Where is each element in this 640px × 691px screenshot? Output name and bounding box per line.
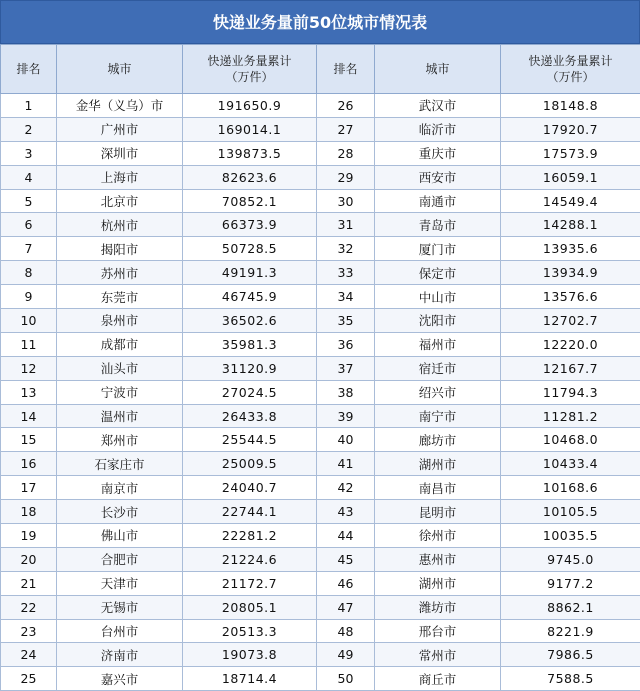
- header-volume-left: [183, 45, 317, 94]
- volume-cell-left: 169014.1: [183, 117, 317, 141]
- table-row: [1, 141, 640, 165]
- rank-cell-right: 35: [317, 309, 375, 333]
- header-volume-right-line1: 快递业务量累计: [501, 53, 640, 69]
- volume-cell-right: 10168.6: [501, 476, 640, 500]
- rank-cell-left: 4: [1, 165, 57, 189]
- city-cell-right: 南昌市: [375, 476, 501, 500]
- volume-cell-left: 24040.7: [183, 476, 317, 500]
- rank-cell-right: 46: [317, 571, 375, 595]
- rank-cell-right: 30: [317, 189, 375, 213]
- table-title: 快递业务量前50位城市情况表: [0, 0, 640, 44]
- city-cell-right: 沈阳市: [375, 309, 501, 333]
- city-cell-left: 天津市: [57, 571, 183, 595]
- header-city-right: 城市: [375, 45, 501, 94]
- city-cell-right: 邢台市: [375, 619, 501, 643]
- rank-cell-right: 48: [317, 619, 375, 643]
- rank-cell-left: 24: [1, 643, 57, 667]
- city-cell-left: 金华（义乌）市: [57, 94, 183, 118]
- rank-cell-right: 47: [317, 595, 375, 619]
- rank-cell-right: 37: [317, 356, 375, 380]
- volume-cell-left: 19073.8: [183, 643, 317, 667]
- volume-cell-left: 20513.3: [183, 619, 317, 643]
- city-cell-right: 青岛市: [375, 213, 501, 237]
- rank-cell-left: 8: [1, 261, 57, 285]
- city-cell-left: 嘉兴市: [57, 667, 183, 691]
- rank-cell-left: 22: [1, 595, 57, 619]
- rank-cell-right: 34: [317, 285, 375, 309]
- rank-cell-right: 31: [317, 213, 375, 237]
- table-row: [1, 500, 640, 524]
- volume-cell-right: 11794.3: [501, 380, 640, 404]
- rank-cell-left: 20: [1, 547, 57, 571]
- table-row: [1, 452, 640, 476]
- volume-cell-left: 25009.5: [183, 452, 317, 476]
- rank-cell-right: 29: [317, 165, 375, 189]
- city-cell-right: 徐州市: [375, 524, 501, 548]
- rank-cell-right: 43: [317, 500, 375, 524]
- volume-cell-right: 18148.8: [501, 94, 640, 118]
- city-ranking-table: [0, 44, 640, 691]
- city-cell-left: 汕头市: [57, 356, 183, 380]
- table-row: [1, 285, 640, 309]
- rank-cell-left: 13: [1, 380, 57, 404]
- table-row: [1, 261, 640, 285]
- rank-cell-right: 26: [317, 94, 375, 118]
- table-row: [1, 117, 640, 141]
- rank-cell-left: 3: [1, 141, 57, 165]
- volume-cell-right: 12702.7: [501, 309, 640, 333]
- city-cell-right: 常州市: [375, 643, 501, 667]
- volume-cell-right: 13576.6: [501, 285, 640, 309]
- rank-cell-left: 5: [1, 189, 57, 213]
- volume-cell-left: 20805.1: [183, 595, 317, 619]
- volume-cell-right: 9177.2: [501, 571, 640, 595]
- table-row: [1, 571, 640, 595]
- city-cell-right: 潍坊市: [375, 595, 501, 619]
- volume-cell-right: 16059.1: [501, 165, 640, 189]
- rank-cell-left: 6: [1, 213, 57, 237]
- city-cell-left: 合肥市: [57, 547, 183, 571]
- header-volume-right: [501, 45, 640, 94]
- city-cell-right: 临沂市: [375, 117, 501, 141]
- rank-cell-left: 21: [1, 571, 57, 595]
- rank-cell-right: 28: [317, 141, 375, 165]
- table-row: [1, 380, 640, 404]
- rank-cell-right: 50: [317, 667, 375, 691]
- rank-cell-left: 10: [1, 309, 57, 333]
- volume-cell-left: 18714.4: [183, 667, 317, 691]
- city-cell-left: 郑州市: [57, 428, 183, 452]
- city-cell-left: 上海市: [57, 165, 183, 189]
- volume-cell-right: 12167.7: [501, 356, 640, 380]
- rank-cell-left: 25: [1, 667, 57, 691]
- city-cell-left: 无锡市: [57, 595, 183, 619]
- table-row: [1, 524, 640, 548]
- header-rank-left: 排名: [1, 45, 57, 94]
- city-cell-left: 揭阳市: [57, 237, 183, 261]
- volume-cell-right: 17920.7: [501, 117, 640, 141]
- volume-cell-right: 13935.6: [501, 237, 640, 261]
- table-row: [1, 619, 640, 643]
- volume-cell-right: 10035.5: [501, 524, 640, 548]
- volume-cell-left: 27024.5: [183, 380, 317, 404]
- rank-cell-right: 33: [317, 261, 375, 285]
- city-cell-left: 南京市: [57, 476, 183, 500]
- city-cell-right: 福州市: [375, 332, 501, 356]
- volume-cell-left: 139873.5: [183, 141, 317, 165]
- rank-cell-left: 18: [1, 500, 57, 524]
- header-city-left: 城市: [57, 45, 183, 94]
- volume-cell-right: 17573.9: [501, 141, 640, 165]
- header-rank-right: 排名: [317, 45, 375, 94]
- rank-cell-left: 15: [1, 428, 57, 452]
- volume-cell-right: 7986.5: [501, 643, 640, 667]
- city-cell-right: 中山市: [375, 285, 501, 309]
- volume-cell-left: 49191.3: [183, 261, 317, 285]
- city-cell-right: 湖州市: [375, 452, 501, 476]
- city-cell-right: 南宁市: [375, 404, 501, 428]
- volume-cell-left: 36502.6: [183, 309, 317, 333]
- header-row: [1, 45, 640, 94]
- city-cell-left: 济南市: [57, 643, 183, 667]
- volume-cell-left: 21224.6: [183, 547, 317, 571]
- rank-cell-left: 19: [1, 524, 57, 548]
- city-cell-left: 北京市: [57, 189, 183, 213]
- city-cell-left: 长沙市: [57, 500, 183, 524]
- volume-cell-left: 50728.5: [183, 237, 317, 261]
- table-row: [1, 213, 640, 237]
- city-cell-left: 杭州市: [57, 213, 183, 237]
- rank-cell-right: 32: [317, 237, 375, 261]
- volume-cell-right: 10468.0: [501, 428, 640, 452]
- volume-cell-right: 12220.0: [501, 332, 640, 356]
- volume-cell-right: 10105.5: [501, 500, 640, 524]
- table-body: [1, 94, 640, 691]
- rank-cell-right: 45: [317, 547, 375, 571]
- city-cell-right: 惠州市: [375, 547, 501, 571]
- header-volume-left-line1: 快递业务量累计: [183, 53, 316, 69]
- rank-cell-right: 49: [317, 643, 375, 667]
- volume-cell-left: 70852.1: [183, 189, 317, 213]
- city-cell-right: 湖州市: [375, 571, 501, 595]
- volume-cell-right: 11281.2: [501, 404, 640, 428]
- volume-cell-left: 82623.6: [183, 165, 317, 189]
- table-row: [1, 476, 640, 500]
- table-row: [1, 643, 640, 667]
- city-cell-right: 昆明市: [375, 500, 501, 524]
- rank-cell-left: 11: [1, 332, 57, 356]
- city-cell-left: 台州市: [57, 619, 183, 643]
- city-cell-right: 廊坊市: [375, 428, 501, 452]
- volume-cell-right: 8862.1: [501, 595, 640, 619]
- city-cell-left: 泉州市: [57, 309, 183, 333]
- city-cell-left: 石家庄市: [57, 452, 183, 476]
- city-cell-left: 宁波市: [57, 380, 183, 404]
- city-cell-left: 深圳市: [57, 141, 183, 165]
- volume-cell-left: 22281.2: [183, 524, 317, 548]
- volume-cell-left: 35981.3: [183, 332, 317, 356]
- city-cell-left: 温州市: [57, 404, 183, 428]
- rank-cell-left: 23: [1, 619, 57, 643]
- city-cell-right: 重庆市: [375, 141, 501, 165]
- city-cell-right: 南通市: [375, 189, 501, 213]
- table-row: [1, 428, 640, 452]
- rank-cell-left: 9: [1, 285, 57, 309]
- volume-cell-left: 22744.1: [183, 500, 317, 524]
- rank-cell-left: 2: [1, 117, 57, 141]
- rank-cell-left: 17: [1, 476, 57, 500]
- volume-cell-right: 7588.5: [501, 667, 640, 691]
- rank-cell-left: 16: [1, 452, 57, 476]
- city-cell-right: 武汉市: [375, 94, 501, 118]
- volume-cell-left: 26433.8: [183, 404, 317, 428]
- city-cell-left: 成都市: [57, 332, 183, 356]
- rank-cell-left: 7: [1, 237, 57, 261]
- city-cell-right: 绍兴市: [375, 380, 501, 404]
- volume-cell-left: 21172.7: [183, 571, 317, 595]
- table-row: [1, 189, 640, 213]
- volume-cell-right: 13934.9: [501, 261, 640, 285]
- table-row: [1, 667, 640, 691]
- table-row: [1, 332, 640, 356]
- rank-cell-left: 1: [1, 94, 57, 118]
- table-row: [1, 356, 640, 380]
- rank-cell-right: 39: [317, 404, 375, 428]
- table-row: [1, 595, 640, 619]
- header-volume-right-line2: （万件）: [501, 69, 640, 85]
- rank-cell-right: 40: [317, 428, 375, 452]
- rank-cell-right: 36: [317, 332, 375, 356]
- rank-cell-left: 12: [1, 356, 57, 380]
- volume-cell-right: 14288.1: [501, 213, 640, 237]
- city-cell-right: 厦门市: [375, 237, 501, 261]
- rank-cell-right: 42: [317, 476, 375, 500]
- city-cell-left: 广州市: [57, 117, 183, 141]
- volume-cell-left: 191650.9: [183, 94, 317, 118]
- city-cell-right: 宿迁市: [375, 356, 501, 380]
- table-row: [1, 547, 640, 571]
- rank-cell-right: 38: [317, 380, 375, 404]
- city-cell-left: 苏州市: [57, 261, 183, 285]
- table-row: [1, 309, 640, 333]
- volume-cell-right: 8221.9: [501, 619, 640, 643]
- rank-cell-right: 41: [317, 452, 375, 476]
- header-volume-left-line2: （万件）: [183, 69, 316, 85]
- volume-cell-right: 10433.4: [501, 452, 640, 476]
- city-cell-left: 东莞市: [57, 285, 183, 309]
- rank-cell-right: 27: [317, 117, 375, 141]
- volume-cell-left: 46745.9: [183, 285, 317, 309]
- table-row: [1, 165, 640, 189]
- volume-cell-left: 25544.5: [183, 428, 317, 452]
- volume-cell-left: 31120.9: [183, 356, 317, 380]
- volume-cell-right: 9745.0: [501, 547, 640, 571]
- city-cell-left: 佛山市: [57, 524, 183, 548]
- rank-cell-right: 44: [317, 524, 375, 548]
- city-cell-right: 保定市: [375, 261, 501, 285]
- city-cell-right: 西安市: [375, 165, 501, 189]
- table-row: [1, 94, 640, 118]
- city-cell-right: 商丘市: [375, 667, 501, 691]
- rank-cell-left: 14: [1, 404, 57, 428]
- volume-cell-right: 14549.4: [501, 189, 640, 213]
- volume-cell-left: 66373.9: [183, 213, 317, 237]
- table-row: [1, 404, 640, 428]
- table-row: [1, 237, 640, 261]
